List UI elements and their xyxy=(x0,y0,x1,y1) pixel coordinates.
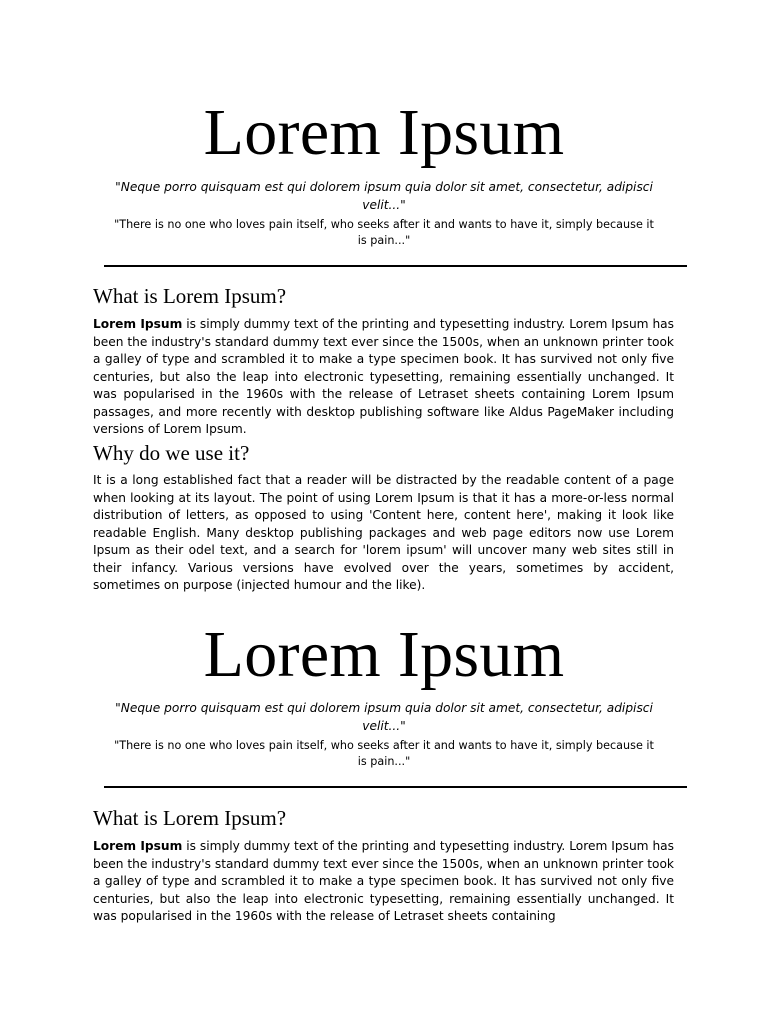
bold-term: Lorem Ipsum xyxy=(93,839,183,853)
paragraph-what xyxy=(93,316,674,439)
plain-quote: "There is no one who loves pain itself, who seeks after it and wants to have it, simply because it is pain..." xyxy=(114,739,654,768)
plain-quote: "There is no one who loves pain itself, who seeks after it and wants to have it, simply because it is pain..." xyxy=(114,218,654,247)
title-block-2 xyxy=(0,618,768,691)
paragraph-text: is simply dummy text of the printing and typesetting industry. Lorem Ipsum has been the industry's standard dummy text ever since the 1500s, when an unknown printer took a galley of type and scrambled it to make a type specimen book. It has survived not only five centuries, but also the leap into electronic typesetting, remaining essentially unchanged. It was popularised in the 1960s with the release of Letraset sheets containing xyxy=(93,839,675,923)
page-title: Lorem Ipsum xyxy=(203,618,565,691)
paragraph-text: is simply dummy text of the printing and typesetting industry. Lorem Ipsum has been the industry's standard dummy text ever since the 1500s, when an unknown printer took a galley of type and scrambled it to make a type specimen book. It has survived not only five centuries, but also the leap into electronic typesetting, remaining essentially unchanged. It was popularised in the 1960s with the release of Letraset sheets containing Lorem Ipsum passages, and more recently with desktop publishing software like Aldus PageMaker including versions of Lorem Ipsum. xyxy=(93,317,675,436)
italic-quote: "Neque porro quisquam est qui dolorem ipsum quia dolor sit amet, consectetur, adipisci velit..." xyxy=(115,701,653,733)
quote-block-1b xyxy=(0,217,768,249)
paragraph-what xyxy=(93,838,674,926)
section-heading-why: Why do we use it? xyxy=(93,441,250,465)
quote-block-1 xyxy=(0,178,768,214)
horizontal-rule xyxy=(104,265,687,267)
section-heading-what: What is Lorem Ipsum? xyxy=(93,284,287,308)
quote-block-2 xyxy=(0,699,768,735)
italic-quote: "Neque porro quisquam est qui dolorem ipsum quia dolor sit amet, consectetur, adipisci velit..." xyxy=(115,180,653,212)
quote-block-2b xyxy=(0,738,768,770)
horizontal-rule xyxy=(104,786,687,788)
page-title: Lorem Ipsum xyxy=(203,96,565,169)
title-block-1 xyxy=(0,96,768,169)
bold-term: Lorem Ipsum xyxy=(93,317,183,331)
section-heading-what: What is Lorem Ipsum? xyxy=(93,806,287,830)
paragraph-why: It is a long established fact that a reader will be distracted by the readable content of a page when looking at its layout. The point of using Lorem Ipsum is that it has a more-or-less normal distribution of letters, as opposed to using 'Content here, content here', making it look like readable English. Many desktop publishing packages and web page editors now use Lorem Ipsum as their odel text, and a search for 'lorem ipsum' will uncover many web sites still in their infancy. Various versions have evolved over the years, sometimes by accident, sometimes on purpose (injected humour and the like). xyxy=(93,473,674,592)
